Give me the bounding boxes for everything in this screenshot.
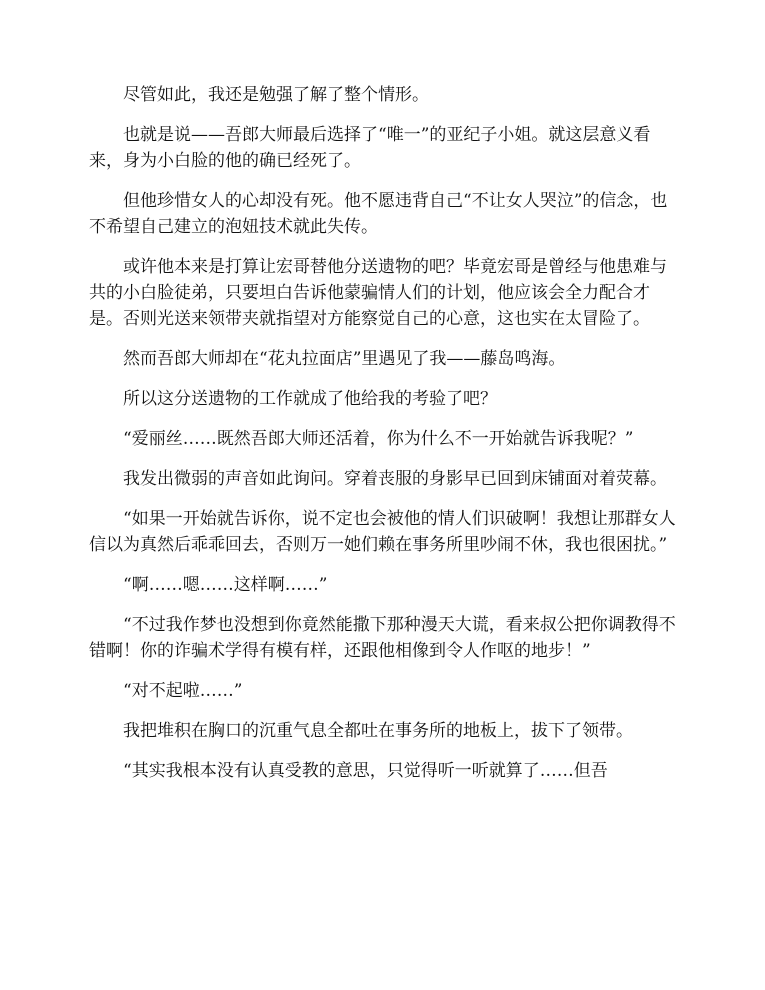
paragraph: “爱丽丝……既然吾郎大师还活着，你为什么不一开始就告诉我呢？” — [123, 429, 634, 449]
paragraph: 或许他本来是打算让宏哥替他分送遗物的吧？毕竟宏哥是曾经与他患难与共的小白脸徒弟，只要坦白告诉他蒙骗情人们的计划，他应该会全力配合才是。否则光送来领带夹就指望对方能察觉自己的心意，这也实在太冒险了。 — [89, 257, 667, 329]
paragraph: 也就是说——吾郎大师最后选择了“唯一”的亚纪子小姐。就这层意义看来，身为小白脸的他的确已经死了。 — [89, 125, 651, 171]
paragraph: “其实我根本没有认真受教的意思，只觉得听一听就算了……但吾 — [123, 761, 608, 781]
paragraph: 我把堆积在胸口的沉重气息全都吐在事务所的地板上，拔下了领带。 — [123, 721, 633, 741]
paragraph: 我发出微弱的声音如此询问。穿着丧服的身影早已回到床铺面对着荧幕。 — [123, 469, 667, 489]
paragraph: “啊……嗯……这样啊……” — [123, 575, 328, 595]
paragraph: 所以这分送遗物的工作就成了他给我的考验了吧？ — [123, 389, 497, 409]
paragraph: “如果一开始就告诉你，说不定也会被他的情人们识破啊！我想让那群女人信以为真然后乖乖回去，否则万一她们赖在事务所里吵闹不休，我也很困扰。” — [89, 509, 676, 555]
paragraph: “对不起啦……” — [123, 681, 243, 701]
paragraph: 但他珍惜女人的心却没有死。他不愿违背自己“不让女人哭泣”的信念，也不希望自己建立的泡妞技术就此失传。 — [89, 191, 668, 237]
paragraph: 然而吾郎大师却在“花丸拉面店”里遇见了我——藤岛鸣海。 — [123, 349, 566, 369]
paragraph: 尽管如此，我还是勉强了解了整个情形。 — [123, 85, 429, 105]
paragraph: “不过我作梦也没想到你竟然能撒下那种漫天大谎，看来叔公把你调教得不错啊！你的诈骗术学得有模有样，还跟他相像到令人作呕的地步！” — [89, 615, 676, 661]
